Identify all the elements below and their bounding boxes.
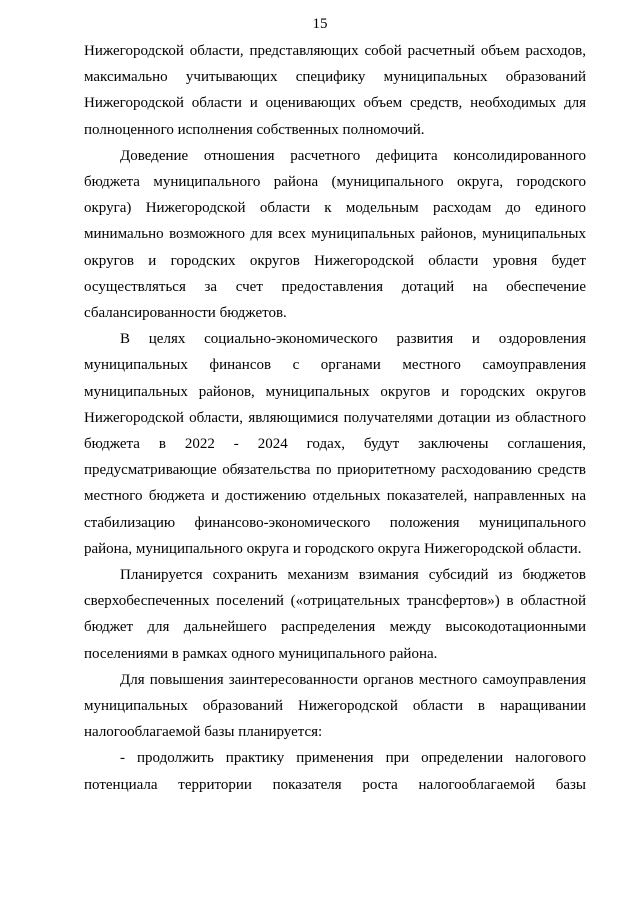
paragraph-deficit-ratio: Доведение отношения расчетного дефицита консолидированного бюджета муниципального района (муниципального округа, городского округа) Нижегородской области к модельным расходам до единого минимально возможного для всех муниципальных районов, муниципальных округов и городских округов Нижегородской области уровня будет осуществляться за счет предоставления дотаций на обеспечение сбалансированности бюджетов. [84,147,586,322]
paragraph-list-item: - продолжить практику применения при определении налогового потенциала территории показателя роста налогооблагаемой базы [84,750,586,793]
paragraph-tax-base-intro: Для повышения заинтересованности органов местного самоуправления муниципальных образований Нижегородской области в наращивании налогооблагаемой базы планируется: [84,671,586,741]
document-body [84,38,586,798]
paragraph-continuation: Нижегородской области, представляющих собой расчетный объем расходов, максимально учитывающих специфику муниципальных образований Нижегородской области и оценивающих объем средств, необходимых для полноценного исполнения собственных полномочий. [84,43,586,138]
paragraph-agreements: В целях социально-экономического развития и оздоровления муниципальных финансов с органами местного самоуправления муниципальных районов, муниципальных округов и городских округов Нижегородской области, являющимися получателями дотации из областного бюджета в 2022 - 2024 годах, будут заключены соглашения, предусматривающие обязательства по приоритетному расходованию средств местного бюджета и достижению отдельных показателей, направленных на стабилизацию финансово-экономического положения муниципального района, муниципального округа и городского округа Нижегородской области. [84,331,586,557]
page-number: 15 [312,16,328,32]
paragraph-negative-transfers: Планируется сохранить механизм взимания субсидий из бюджетов сверхобеспеченных поселений («отрицательных трансфертов») в областной бюджет для дальнейшего распределения между высокодотационными поселениями в рамках одного муниципального района. [84,567,586,662]
